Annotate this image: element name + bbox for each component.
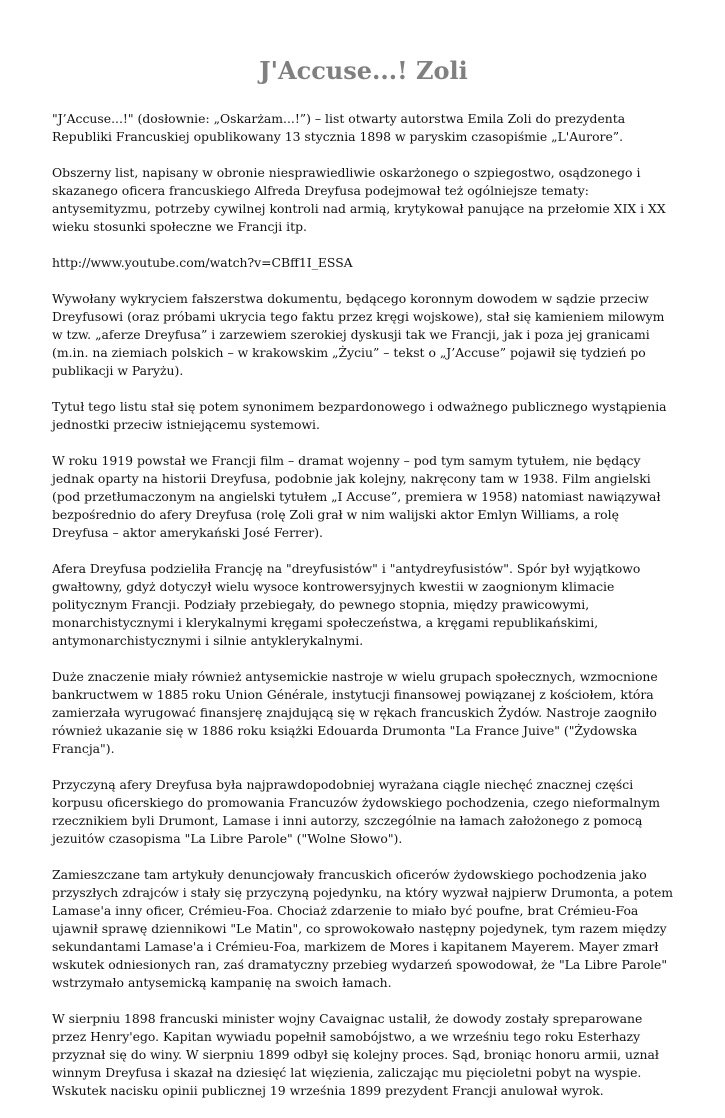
paragraph-duels: Zamieszczane tam artykuły denuncjowały francuskich oficerów żydowskiego pochodzenia jako przyszłych zdrajców i stały się przyczyną pojedynku, na który wyzwał najpierw Drumonta, a potem Lamase'a inny oficer, Crémieu-Foa. Chociaż zdarzenie to miało być poufne, brat Crémieu-Foa ujawnił sprawę dziennikowi "Le Matin", co sprowokowało następny pojedynek, tym razem między sekundantami Lamase'a i Crémieu-Foa, markizem de Mores i kapitanem Mayerem. Mayer zmarł wskutek odniesionych ran, zaś dramatyczny przebieg wydarzeń spowodował, że "La Libre Parole" wstrzymało antysemicką kampanię na swoich łamach.	[52, 867, 674, 990]
paragraph-verdict: W sierpniu 1898 francuski minister wojny Cavaignac ustalił, że dowody zostały spreparowane przez Henry'ego. Kapitan wywiadu popełnił samobójstwo, a we wrześniu tego roku Esterhazy przyznał się do winy. W sierpniu 1899 odbył się kolejny proces. Sąd, broniąc honoru armii, uznał winnym Dreyfusa i skazał na dziesięć lat więzienia, zaliczając mu pięcioletni pobyt na wyspie. Wskutek nacisku opinii publicznej 19 września 1899 prezydent Francji anulował wyrok.	[52, 1011, 659, 1098]
paragraph-division: Afera Dreyfusa podzieliła Francję na "dreyfusistów" i "antydreyfusistów". Spór był wyjątkowo gwałtowny, gdyż dotyczył wielu wysoce kontrowersyjnych kwestii w zaognionym klimacie politycznym Francji. Podziały przebiegały, do pewnego stopnia, między prawicowymi, monarchistycznymi i klerykalnymi kręgami społeczeństwa, a kręgami republikańskimi, antymonarchistycznymi i silnie antyklerykalnymi.	[52, 561, 641, 648]
paragraph-forgery: Wywołany wykryciem fałszerstwa dokumentu, będącego koronnym dowodem w sądzie przeciw Dreyfusowi (oraz próbami ukrycia tego faktu przez kręgi wojskowe), stał się kamieniem milowym w tzw. „aferze Dreyfusa” i zarzewiem szerokiej dyskusji tak we Francji, jak i poza jej granicami (m.in. na ziemiach polskich – w krakowskim „Życiu” – tekst o „J’Accuse” pojawił się tydzień po publikacji w Paryżu).	[52, 291, 665, 378]
paragraph-title-synonym: Tytuł tego listu stał się potem synonimem bezpardonowego i odważnego publicznego wystąpienia jednostki przeciw istniejącemu systemowi.	[52, 399, 667, 432]
paragraph-films: W roku 1919 powstał we Francji film – dramat wojenny – pod tym samym tytułem, nie będący jednak oparty na historii Dreyfusa, podobnie jak kolejny, nakręcony tam w 1938. Film angielski (pod przetłumaczonym na angielski tytułem „I Accuse”, premiera w 1958) natomiast nawiązywał bezpośrednio do afery Dreyfusa (rolę Zoli grał w nim walijski aktor Emlyn Williams, a rolę Dreyfusa – aktor amerykański José Ferrer).	[52, 453, 661, 540]
paragraph-letter-scope: Obszerny list, napisany w obronie niesprawiedliwie oskarżonego o szpiegostwo, osądzonego i skazanego oficera francuskiego Alfreda Dreyfusa podejmował też ogólniejsze tematy: antysemityzmu, potrzeby cywilnej kontroli nad armią, krytykował panujące na przełomie XIX i XX wieku stosunki społeczne we Francji itp.	[52, 165, 666, 234]
paragraph-intro: "J’Accuse...!" (dosłownie: „Oskarżam...!”) – list otwarty autorstwa Emila Zoli do prezydenta Republiki Francuskiej opublikowany 13 stycznia 1898 w paryskim czasopiśmie „L'Aurore”.	[52, 111, 626, 144]
paragraph-video-url: http://www.youtube.com/watch?v=CBff1I_ESSA	[52, 255, 353, 270]
paragraph-cause: Przyczyną afery Dreyfusa była najprawdopodobniej wyrażana ciągle niechęć znacznej części korpusu oficerskiego do promowania Francuzów żydowskiego pochodzenia, czego nieformalnym rzecznikiem byli Drumont, Lamase i inni autorzy, szczególnie na łamach założonego z pomocą jezuitów czasopisma "La Libre Parole" ("Wolne Słowo").	[52, 777, 660, 846]
document-page	[52, 54, 675, 1118]
page-title: J'Accuse...! Zoli	[259, 56, 468, 85]
paragraph-antisemitism: Duże znaczenie miały również antysemickie nastroje w wielu grupach społecznych, wzmocnione bankructwem w 1885 roku Union Générale, instytucji finansowej powiązanej z kościołem, która zamierzała wyrugować finansjerę znajdującą się w rękach francuskich Żydów. Nastroje zaogniło również ukazanie się w 1886 roku książki Edouarda Drumonta "La France Juive" ("Żydowska Francja").	[52, 669, 658, 756]
